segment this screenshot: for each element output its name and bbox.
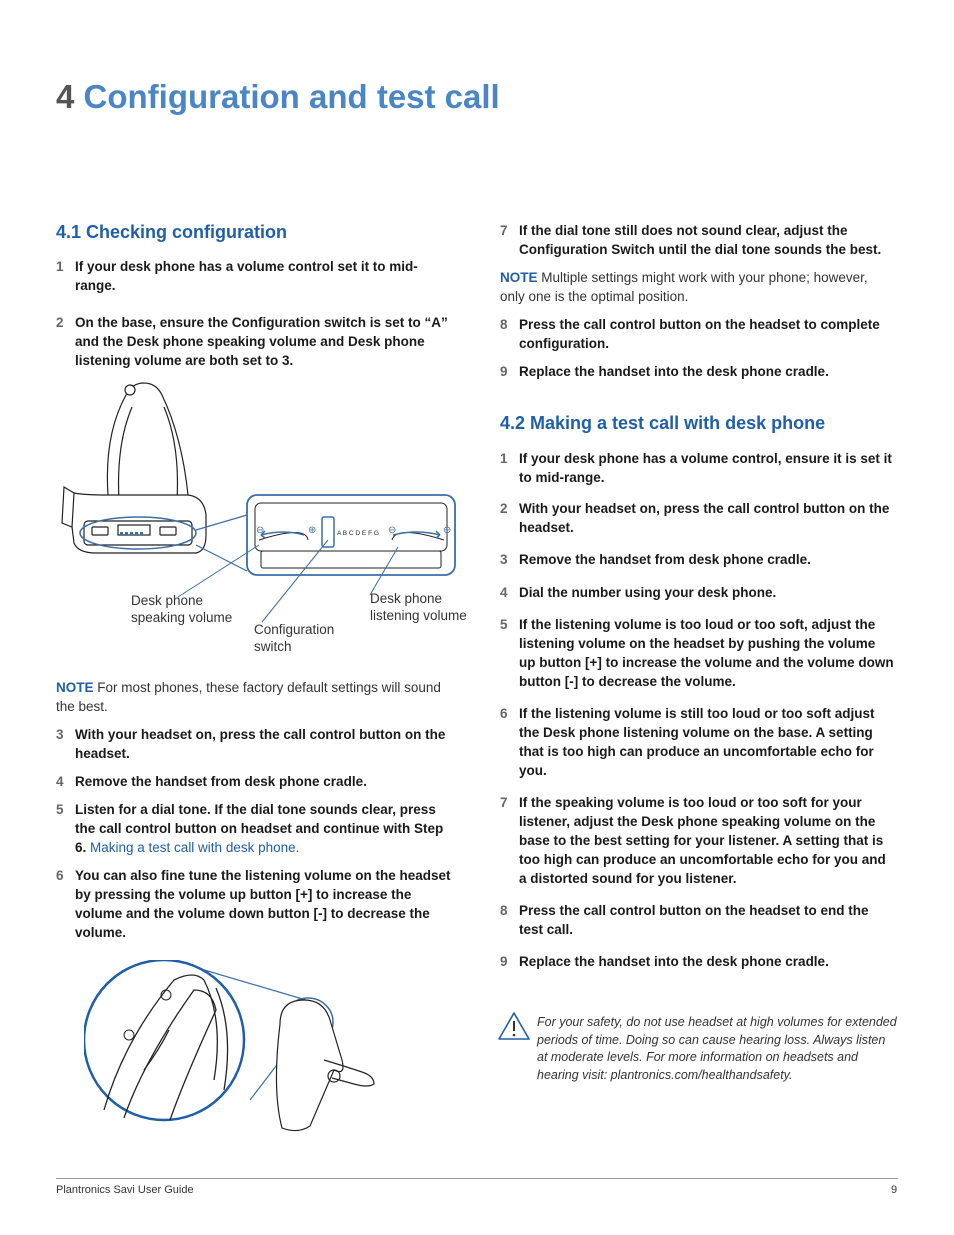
note-multiple-settings: NOTE Multiple settings might work with your phone; however, only one is the optimal position. <box>500 270 868 304</box>
list-item: 8 Press the call control button on the headset to end the test call. <box>500 903 869 937</box>
right-top-block <box>500 221 895 390</box>
svg-text:⊖: ⊖ <box>388 525 397 536</box>
footer-doc-title: Plantronics Savi User Guide <box>56 1184 194 1196</box>
steps-list-test-call <box>500 449 895 980</box>
list-item: 1 If your desk phone has a volume control set it to mid-range. <box>56 259 418 293</box>
list-item: 5 If the listening volume is too loud or too soft, adjust the listening volume on the headset by pushing the volume up button [+] to increase the volume and the volume down button [-] to decrease the volume. <box>500 617 894 689</box>
list-item: 9 Replace the handset into the desk phone cradle. <box>500 954 829 969</box>
left-lower-block <box>56 678 451 951</box>
list-item: 9 Replace the handset into the desk phone cradle. <box>500 364 829 379</box>
warning-icon <box>497 1011 531 1041</box>
label-configuration-switch: Configuration switch <box>254 622 335 654</box>
list-item: 7 If the speaking volume is too loud or too soft for your listener, adjust the Desk phone speaking volume on the base to the best setting for your listener. A setting that is too high can produce an uncomfortable echo for you and a distorted sound for you listener. <box>500 795 886 886</box>
section-heading-checking: 4.1 Checking configuration <box>56 222 288 242</box>
switch-letters: A B C D E F G <box>337 530 379 537</box>
label-speaking-volume: Desk phone speaking volume <box>131 593 233 625</box>
svg-text:⊖: ⊖ <box>256 525 265 536</box>
list-item: 4 Dial the number using your desk phone. <box>500 585 777 600</box>
list-item: 8 Press the call control button on the headset to complete configuration. <box>500 317 880 351</box>
svg-text:⊕: ⊕ <box>308 525 317 536</box>
footer-divider <box>56 1178 898 1179</box>
list-item: 7 If the dial tone still does not sound clear, adjust the Configuration Switch until the dial tone sounds the best. <box>500 223 882 257</box>
svg-text:⊕: ⊕ <box>443 525 452 536</box>
test-call-link[interactable]: Making a test call with desk phone. <box>90 840 300 855</box>
note-factory-defaults: NOTE For most phones, these factory default settings will sound the best. <box>56 680 441 714</box>
page-title <box>56 78 500 116</box>
label-listening-volume: Desk phone listening volume <box>370 591 467 623</box>
page-number: 9 <box>891 1184 898 1196</box>
list-item: 2 On the base, ensure the Configuration switch is set to “A” and the Desk phone speaking volume and Desk phone listening volume are both set to 3. <box>56 315 448 368</box>
list-item: 2 With your headset on, press the call control button on the headset. <box>500 501 890 535</box>
chapter-number: 4 <box>56 78 75 115</box>
section-heading-test-call: 4.2 Making a test call with desk phone <box>500 413 826 433</box>
list-item: 6 You can also fine tune the listening volume on the headset by pressing the volume up button [+] to increase the volume and the volume down button [-] to decrease the volume. <box>56 868 451 940</box>
list-item: 5 Listen for a dial tone. If the dial tone sounds clear, press the call control button on headset and continue with Step 6. Making a test call with desk phone. <box>56 802 444 855</box>
list-item: 6 If the listening volume is still too loud or too soft adjust the Desk phone listening volume on the base. A setting that is too high can produce an uncomfortable echo for you. <box>500 706 875 778</box>
list-item: 4 Remove the handset from desk phone cradle. <box>56 774 367 789</box>
list-item: 3 With your headset on, press the call control button on the headset. <box>56 727 446 761</box>
safety-warning-text: For your safety, do not use headset at high volumes for extended periods of time. Doing so can cause hearing loss. Always listen at moderate levels. For more information on headsets and hearing visit: plantronics.com/healthandsafety. <box>537 1015 897 1082</box>
list-item: 3 Remove the handset from desk phone cradle. <box>500 552 811 567</box>
chapter-title: Configuration and test call <box>83 78 500 115</box>
list-item: 1 If your desk phone has a volume control, ensure it is set it to mid-range. <box>500 451 892 485</box>
steps-list-a <box>56 257 451 379</box>
headset-figure <box>84 960 384 1140</box>
